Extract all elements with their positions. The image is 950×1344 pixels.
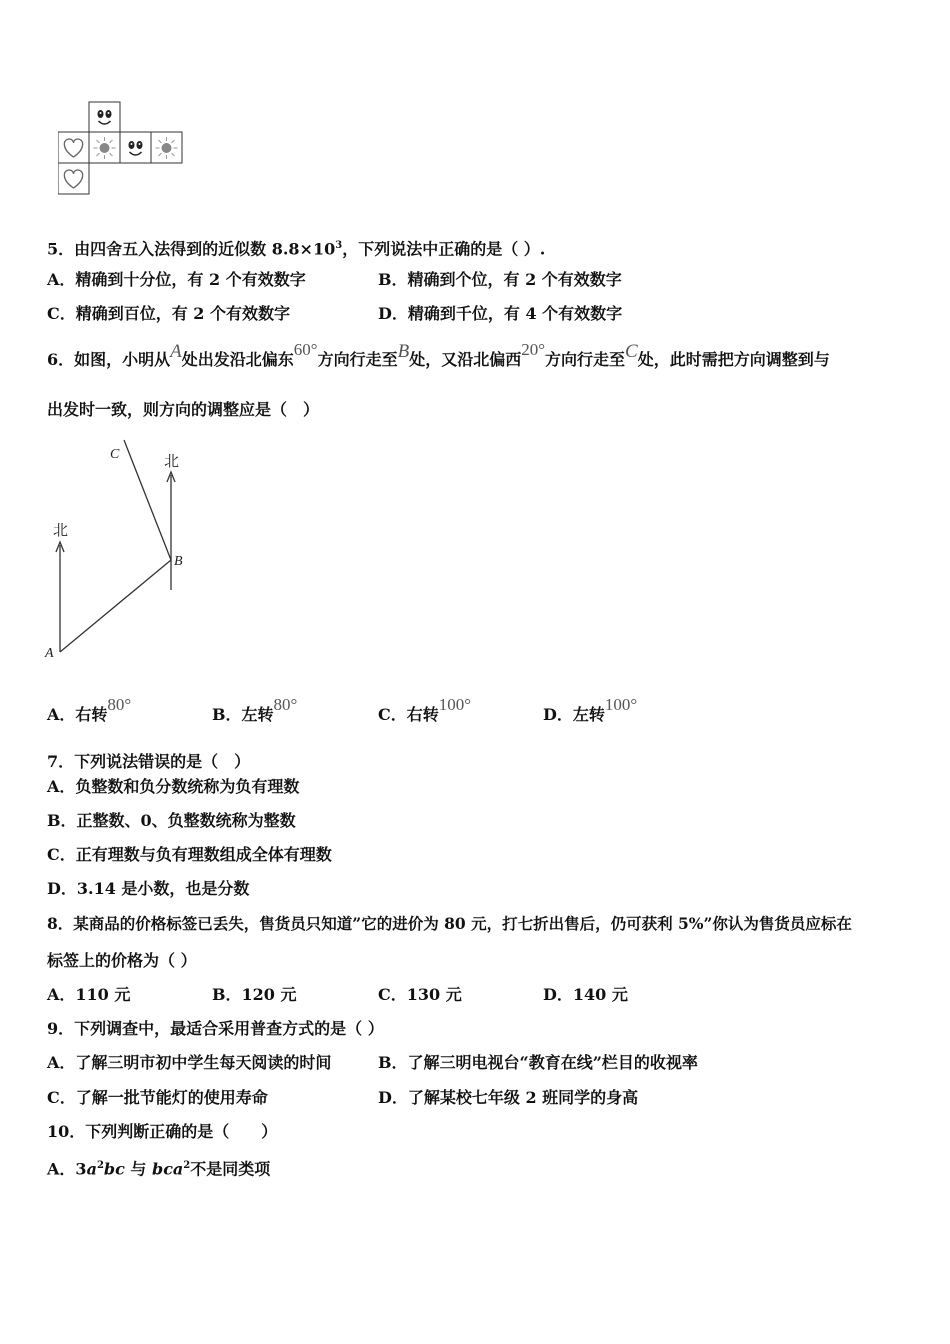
q6-text-4: 处，又沿北偏西	[409, 350, 522, 369]
q6-text-5: 方向行走至	[545, 350, 626, 369]
opt-prefix: A．3	[47, 1159, 87, 1179]
label-a: A	[45, 646, 54, 661]
question-9-option-a[interactable]: A．了解三明市初中学生每天阅读的时间	[47, 1053, 332, 1072]
option-angle: 100°	[438, 695, 472, 714]
sun-icon	[94, 137, 116, 159]
question-8-option-a[interactable]: A．110 元	[47, 985, 131, 1004]
question-5-option-c[interactable]: C．精确到百位，有 2 个有效数字	[47, 304, 291, 323]
segment-ab	[60, 560, 171, 652]
option-angle: 80°	[107, 695, 132, 714]
q6-text-2: 处出发沿北偏东	[181, 350, 294, 369]
question-8-line-1: 8．某商品的价格标签已丢失，售货员只知道”它的进价为 80 元，打七折出售后，仍可获利 5%”你认为售货员应标在	[47, 914, 852, 933]
var-a: a	[86, 1159, 97, 1179]
question-6-option-a[interactable]	[47, 695, 132, 725]
question-5-option-a[interactable]: A．精确到十分位，有 2 个有效数字	[47, 270, 306, 289]
opt-mid: 与	[124, 1159, 152, 1179]
q6-angle-60: 60°	[293, 340, 318, 359]
question-9-option-d[interactable]: D．了解某校七年级 2 班同学的身高	[378, 1088, 639, 1107]
var-bc: bc	[103, 1159, 125, 1179]
question-8-option-b[interactable]: B．120 元	[212, 985, 297, 1004]
question-8-option-c[interactable]: C．130 元	[378, 985, 462, 1004]
option-label: A．右转	[47, 705, 108, 724]
question-5-tail: ，下列说法中正确的是（ ）.	[342, 239, 546, 259]
opt-suffix: 不是同类项	[190, 1159, 271, 1179]
q6-angle-20: 20°	[521, 340, 546, 359]
sup-1: 2	[96, 1160, 104, 1171]
question-9: 9．下列调查中，最适合采用普查方式的是（ ）	[47, 1019, 384, 1038]
question-5-option-d[interactable]: D．精确到千位，有 4 个有效数字	[378, 304, 623, 323]
question-9-option-b[interactable]: B．了解三明电视台“教育在线”栏目的收视率	[378, 1053, 698, 1072]
q6-text-3: 方向行走至	[317, 350, 398, 369]
option-angle: 80°	[273, 695, 298, 714]
q6-text-1: 6．如图，小明从	[47, 350, 171, 369]
question-6-line-2: 出发时一致，则方向的调整应是（ ）	[47, 400, 320, 419]
label-b: B	[174, 554, 183, 569]
question-10: 10．下列判断正确的是（ ）	[47, 1122, 278, 1141]
cube-net-figure	[58, 100, 188, 200]
q6-point-a: A	[170, 341, 182, 362]
option-label: B．左转	[212, 705, 274, 724]
question-6-option-d[interactable]	[543, 695, 638, 725]
q6-point-b: B	[397, 341, 410, 362]
question-10-option-a[interactable]	[47, 1156, 270, 1179]
question-5-exponent: 3	[335, 240, 343, 251]
q6-point-c: C	[625, 341, 638, 362]
question-9-option-c[interactable]: C．了解一批节能灯的使用寿命	[47, 1088, 268, 1107]
label-c: C	[110, 447, 120, 462]
sup-2: 2	[183, 1160, 191, 1171]
question-5-option-b[interactable]: B．精确到个位，有 2 个有效数字	[378, 270, 622, 289]
question-8-line-2: 标签上的价格为（ ）	[47, 951, 197, 970]
option-label: D．左转	[543, 705, 605, 724]
option-angle: 100°	[604, 695, 638, 714]
question-7-option-d[interactable]: D．3.14 是小数，也是分数	[47, 879, 250, 898]
north-label-b: 北	[164, 452, 180, 470]
question-7-option-a[interactable]: A．负整数和负分数统称为负有理数	[47, 777, 300, 796]
question-7-option-c[interactable]: C．正有理数与负有理数组成全体有理数	[47, 845, 332, 864]
question-6-option-c[interactable]	[378, 695, 472, 725]
direction-diagram	[40, 435, 200, 665]
question-8-option-d[interactable]: D．140 元	[543, 985, 628, 1004]
question-5	[47, 236, 545, 259]
q6-text-6: 处，此时需把方向调整到与	[637, 350, 830, 369]
north-label-a: 北	[53, 521, 69, 539]
question-5-text: 5．由四舍五入法得到的近似数 8.8×10	[47, 239, 336, 259]
question-6-option-b[interactable]	[212, 695, 298, 725]
var-bca: bca	[152, 1159, 184, 1179]
question-7-option-b[interactable]: B．正整数、0、负整数统称为整数	[47, 811, 296, 830]
option-label: C．右转	[378, 705, 439, 724]
question-6-line-1	[47, 340, 830, 370]
sun-icon	[156, 137, 178, 159]
question-7: 7．下列说法错误的是（ ）	[47, 752, 251, 771]
